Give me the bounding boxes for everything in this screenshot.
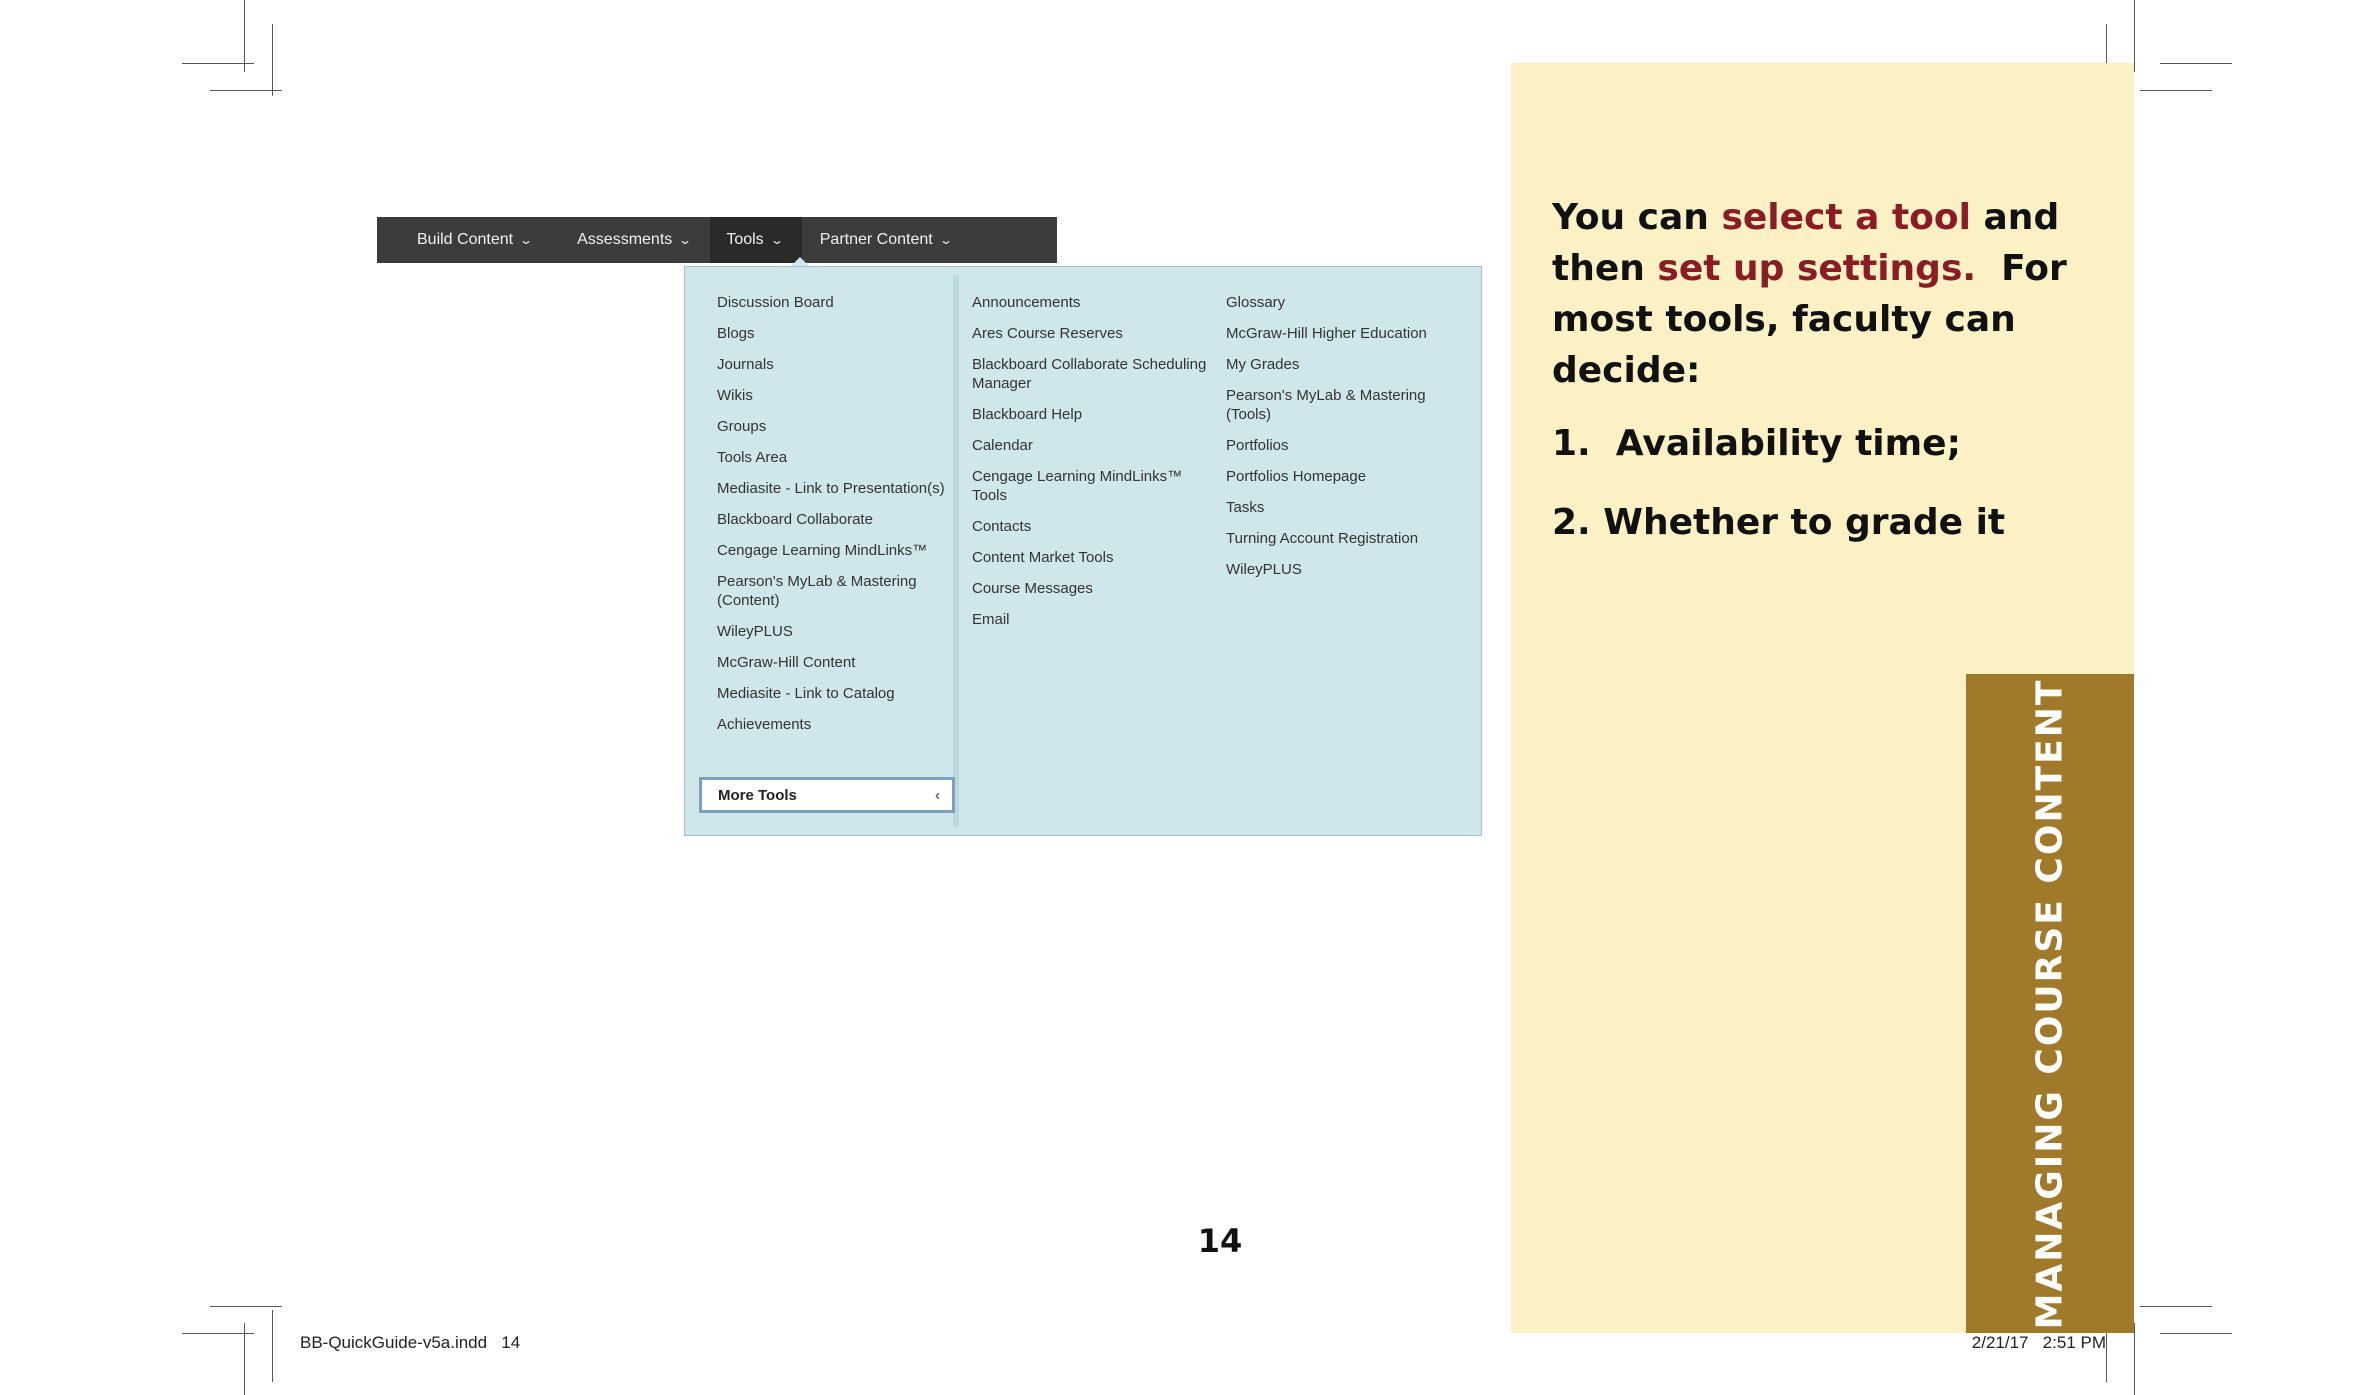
tool-menu-item[interactable]: McGraw-Hill Higher Education — [1226, 325, 1427, 342]
section-tab-label: MANAGING COURSE CONTENT — [2029, 678, 2071, 1329]
slug-timestamp: 2/21/17 2:51 PM — [1971, 1333, 2106, 1352]
section-tab — [1966, 674, 2134, 1333]
menu-label: Assessments — [577, 231, 673, 248]
tool-menu-item[interactable]: Tools Area — [717, 449, 788, 466]
highlight-set-up-settings: set up settings. — [1657, 248, 1977, 289]
tool-menu-item[interactable]: Email — [972, 611, 1010, 628]
crop-mark — [2160, 63, 2232, 64]
tool-menu-item[interactable]: Blogs — [717, 325, 755, 342]
tool-menu-item[interactable]: WileyPLUS — [1226, 561, 1302, 578]
menu-label: Tools — [726, 231, 764, 248]
tool-menu-item[interactable]: Course Messages — [972, 580, 1093, 597]
tool-menu-item[interactable]: Blackboard Collaborate — [717, 511, 873, 528]
tool-menu-item[interactable]: McGraw-Hill Content — [717, 654, 856, 671]
tool-menu-item[interactable]: My Grades — [1226, 356, 1300, 373]
more-tools-label: More Tools — [718, 786, 797, 804]
tool-menu-item[interactable]: Mediasite - Link to Presentation(s) — [717, 480, 945, 497]
tool-menu-item[interactable]: Contacts — [972, 518, 1032, 535]
chevron-down-icon: ⌄ — [678, 233, 693, 247]
tool-menu-item[interactable]: Pearson's MyLab & Mastering (Content) — [717, 573, 917, 609]
tool-menu-item[interactable]: WileyPLUS — [717, 623, 793, 640]
menu-partner-content[interactable] — [802, 217, 971, 263]
intro-text: You can — [1552, 197, 1722, 238]
chevron-down-icon: ⌄ — [769, 233, 784, 247]
tool-menu-item[interactable]: Blackboard Help — [972, 406, 1083, 423]
tools-column-3 — [1226, 293, 1466, 591]
tool-menu-item[interactable]: Groups — [717, 418, 767, 435]
crop-mark — [2140, 1306, 2212, 1307]
tool-menu-item[interactable]: Mediasite - Link to Catalog — [717, 685, 895, 702]
panel-text — [1552, 192, 2092, 576]
highlight-select-tool: select a tool — [1721, 197, 1971, 238]
page-number: 14 — [1197, 1222, 1243, 1260]
more-tools-button[interactable] — [699, 777, 955, 813]
chevron-left-icon: ‹ — [935, 786, 940, 804]
intro-text: and then — [1552, 197, 2060, 289]
list-item: 2. Whether to grade it — [1552, 502, 2006, 543]
crop-mark — [2134, 1323, 2135, 1395]
panel-intro — [1552, 192, 2092, 396]
tool-menu-item[interactable]: Achievements — [717, 716, 812, 733]
tool-menu-item[interactable]: Pearson's MyLab & Mastering (Tools) — [1226, 387, 1426, 423]
slug-filename: BB-QuickGuide-v5a.indd 14 — [300, 1333, 521, 1352]
menu-build-content[interactable] — [377, 217, 551, 263]
tool-menu-item[interactable]: Portfolios Homepage — [1226, 468, 1367, 485]
tool-menu-item[interactable]: Ares Course Reserves — [972, 325, 1123, 342]
crop-mark — [244, 1323, 245, 1395]
menu-assessments[interactable] — [551, 217, 710, 263]
tool-menu-item[interactable]: Discussion Board — [717, 294, 834, 311]
list-item: 1. Availability time; — [1552, 423, 1961, 464]
course-menu-bar — [377, 217, 1057, 263]
menu-tools[interactable] — [710, 217, 801, 263]
chevron-down-icon: ⌄ — [519, 233, 534, 247]
tool-menu-item[interactable]: Blackboard Collaborate Scheduling Manager — [972, 356, 1207, 392]
tools-dropdown — [684, 266, 1482, 836]
tool-menu-item[interactable]: Wikis — [717, 387, 753, 404]
column-divider — [953, 275, 959, 827]
tool-menu-item[interactable]: Glossary — [1226, 294, 1286, 311]
tools-column-1 — [717, 293, 947, 746]
tool-menu-item[interactable]: Turning Account Registration — [1226, 530, 1419, 547]
crop-mark — [2134, 0, 2135, 72]
tools-column-2 — [972, 293, 1212, 641]
menu-label: Build Content — [417, 231, 514, 248]
tool-menu-item[interactable]: Cengage Learning MindLinks™ Tools — [972, 468, 1183, 504]
chevron-down-icon: ⌄ — [938, 233, 953, 247]
crop-mark — [244, 0, 245, 72]
crop-mark — [272, 24, 273, 96]
menu-label: Partner Content — [819, 231, 933, 248]
panel-list — [1552, 418, 2092, 548]
tool-menu-item[interactable]: Cengage Learning MindLinks™ — [717, 542, 928, 559]
tool-menu-item[interactable]: Journals — [717, 356, 774, 373]
tool-menu-item[interactable]: Content Market Tools — [972, 549, 1114, 566]
crop-mark — [2160, 1333, 2232, 1334]
tool-menu-item[interactable]: Announcements — [972, 294, 1081, 311]
tool-menu-item[interactable]: Portfolios — [1226, 437, 1289, 454]
tool-menu-item[interactable]: Tasks — [1226, 499, 1265, 516]
intro-text: For most tools, faculty can decide: — [1552, 248, 2080, 391]
crop-mark — [2140, 90, 2212, 91]
crop-mark — [272, 1310, 273, 1382]
tool-menu-item[interactable]: Calendar — [972, 437, 1033, 454]
crop-mark — [210, 1306, 282, 1307]
